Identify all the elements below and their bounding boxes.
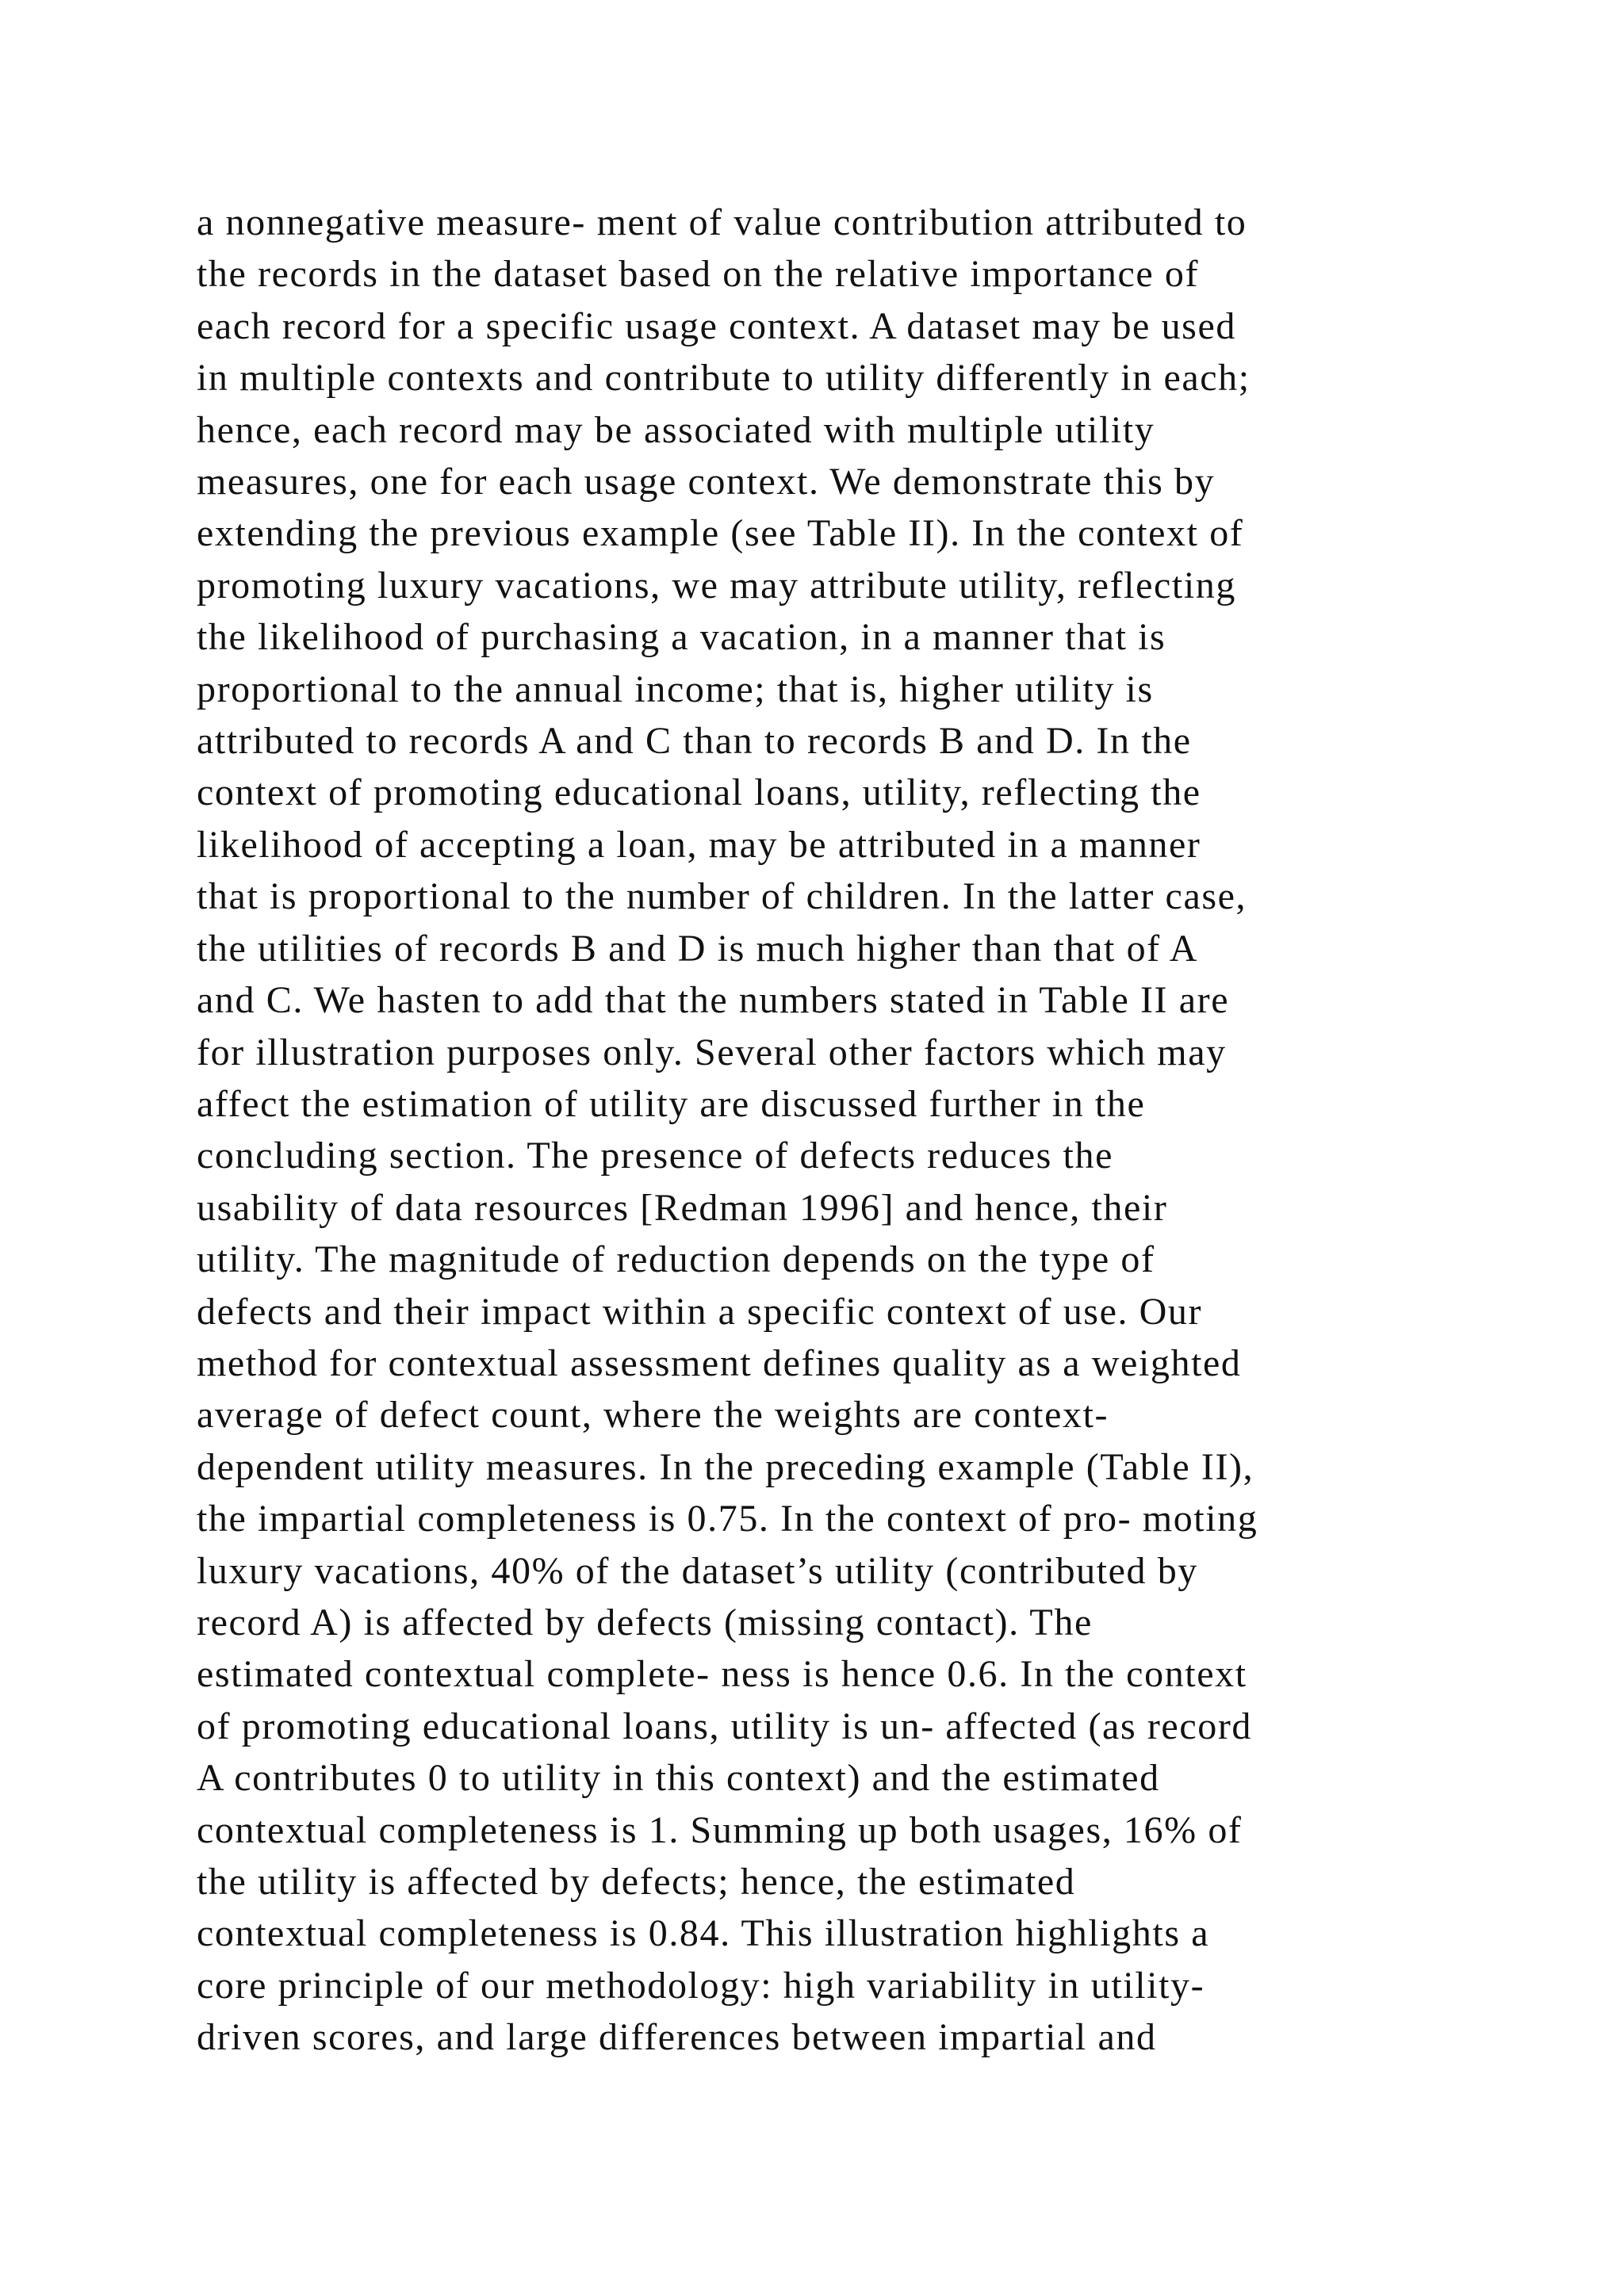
text-line: likelihood of accepting a loan, may be attributed in a manner: [197, 823, 1201, 866]
text-line: context of promoting educational loans, utility, reflecting the: [197, 771, 1201, 814]
text-line: the likelihood of purchasing a vacation, in a manner that is: [197, 616, 1166, 659]
text-line: in multiple contexts and contribute to utility differently in each;: [197, 357, 1251, 400]
text-line: record A) is affected by defects (missing contact). The: [197, 1601, 1093, 1644]
text-line: average of defect count, where the weights are context-: [197, 1394, 1109, 1437]
text-line: that is proportional to the number of children. In the latter case,: [197, 875, 1247, 918]
text-line: usability of data resources [Redman 1996] and hence, their: [197, 1186, 1168, 1229]
text-line: and C. We hasten to add that the numbers stated in Table II are: [197, 979, 1230, 1022]
text-line: utility. The magnitude of reduction depends on the type of: [197, 1238, 1155, 1281]
text-line: method for contextual assessment defines quality as a weighted: [197, 1341, 1242, 1384]
text-line: estimated contextual complete- ness is hence 0.6. In the context: [197, 1653, 1247, 1696]
text-line: the impartial completeness is 0.75. In the context of pro- moting: [197, 1498, 1258, 1540]
body-text: [197, 197, 1497, 2064]
text-line: attributed to records A and C than to records B and D. In the: [197, 720, 1192, 763]
text-line: core principle of our methodology: high variability in utility-: [197, 1964, 1205, 2007]
text-line: the utility is affected by defects; hence, the estimated: [197, 1861, 1076, 1903]
text-line: measures, one for each usage context. We demonstrate this by: [197, 461, 1216, 503]
text-line: extending the previous example (see Table II). In the context of: [197, 512, 1244, 555]
text-line: the utilities of records B and D is much higher than that of A: [197, 927, 1198, 970]
text-line: concluding section. The presence of defects reduces the: [197, 1135, 1113, 1177]
text-line: hence, each record may be associated with multiple utility: [197, 408, 1155, 451]
text-line: defects and their impact within a specific context of use. Our: [197, 1290, 1203, 1333]
text-line: luxury vacations, 40% of the dataset’s utility (contributed by: [197, 1549, 1198, 1592]
text-line: A contributes 0 to utility in this context) and the estimated: [197, 1757, 1160, 1800]
text-line: each record for a specific usage context. A dataset may be used: [197, 304, 1236, 347]
text-line: driven scores, and large differences between impartial and: [197, 2016, 1157, 2059]
text-line: for illustration purposes only. Several other factors which may: [197, 1031, 1227, 1073]
text-line: dependent utility measures. In the preceding example (Table II),: [197, 1445, 1254, 1488]
text-line: contextual completeness is 0.84. This illustration highlights a: [197, 1912, 1210, 1955]
text-line: the records in the dataset based on the relative importance of: [197, 253, 1200, 296]
text-line: contextual completeness is 1. Summing up both usages, 16% of: [197, 1808, 1243, 1851]
text-line: promoting luxury vacations, we may attribute utility, reflecting: [197, 564, 1236, 607]
text-line: of promoting educational loans, utility is un- affected (as record: [197, 1705, 1253, 1747]
text-line: a nonnegative measure- ment of value contribution attributed to: [197, 201, 1247, 243]
text-line: proportional to the annual income; that is, higher utility is: [197, 668, 1154, 710]
text-line: affect the estimation of utility are discussed further in the: [197, 1082, 1146, 1125]
